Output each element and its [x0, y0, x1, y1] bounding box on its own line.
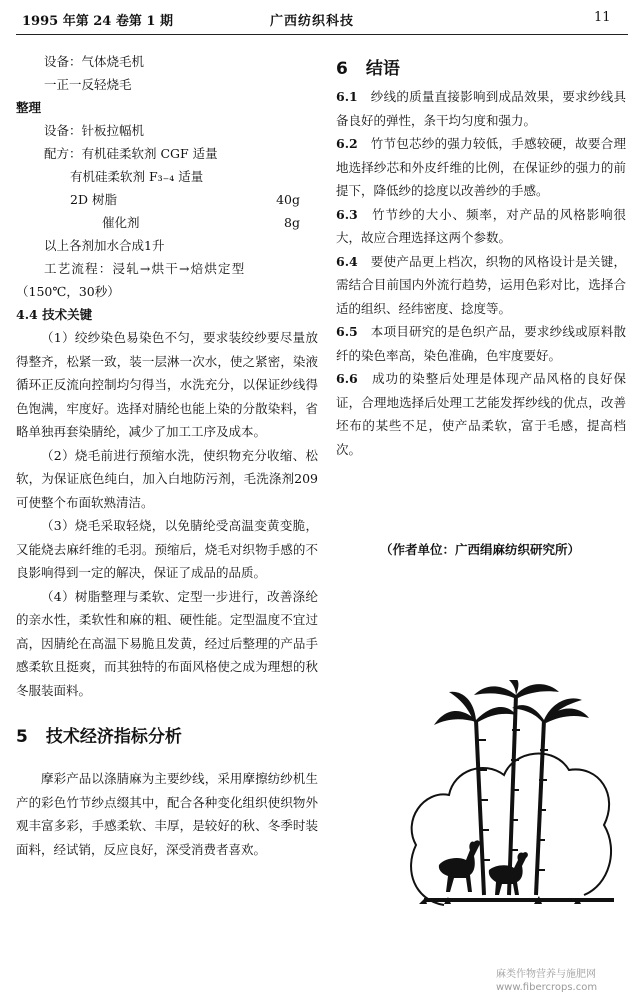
section-title: 技术经济指标分析	[45, 727, 182, 747]
author-affiliation: （作者单位：广西绢麻纺织研究所）	[380, 542, 581, 557]
equipment-line: 设备：针板拉幅机	[44, 123, 145, 138]
recipe-item: 催化剂	[102, 215, 140, 230]
palm-deer-illustration	[404, 680, 624, 915]
item-text: 本项目研究的是色织产品，要求纱线或原料散纤的染色率高，染色准确，色牢度要好。	[336, 324, 626, 363]
deer-figure	[439, 840, 480, 892]
recipe-line	[16, 211, 318, 234]
journal-name: 广西纺织科技	[270, 14, 355, 29]
item-number: 6.6	[336, 371, 358, 386]
process-flow-line: （150℃，30秒）	[16, 284, 120, 299]
paragraph: （1）绞纱染色易染色不匀，要求装绞纱要尽量放得整齐，松紧一致，装一层淋一次水，使之紧密，染液循环正反流向控制均匀得当，水洗充分，以保证纱线得色饱满，牢度好。选择对腈纶也能上染的分散染料，省略单独再套染腈纶，减少了加工工序及成本。	[16, 330, 318, 439]
item-number: 6.3	[336, 206, 358, 222]
conclusion-item	[336, 203, 626, 250]
item-number: 6.1	[336, 89, 358, 104]
item-number: 6.2	[336, 136, 358, 151]
item-text: 竹节包芯纱的强力较低，手感较硬，故要合理地选择纱芯和外皮纤维的比例，在保证纱的强力的前提下，降低纱的捻度以改善纱的手感。	[336, 136, 626, 198]
item-text: 纱线的质量直接影响到成品效果，要求纱线具备良好的弹性，条干均匀度和强力。	[336, 89, 626, 128]
conclusion-item	[336, 85, 626, 132]
singeing-process-line: 一正一反轻烧毛	[44, 77, 132, 92]
recipe-qty: 40g	[276, 192, 300, 207]
issue-info: 1995 年第 24 卷第 1 期	[22, 14, 173, 29]
palm-fronds	[474, 680, 559, 698]
paragraph: （2）烧毛前进行预缩水洗，使织物充分收缩、松软，为保证底色纯白，加入白地防污剂，毛洗涤剂209可使整个布面软熟清洁。	[16, 447, 318, 510]
item-text: 要使产品更上档次，织物的风格设计是关键，需结合目前国内外流行趋势，运用色彩对比，选择合适的组织、经纬密度、捻度等。	[336, 253, 626, 316]
recipe-line	[16, 188, 318, 211]
recipe-item: 2D 树脂	[70, 192, 117, 207]
paragraph: （4）树脂整理与柔软、定型一步进行，改善涤纶的亲水性，柔软性和麻的粗、硬性能。定型温度不宜过高，因腈纶在高温下易脆且发黄，经过后整理的产品手感柔软且挺爽，而其独特的布面风格使之成为理想的秋冬服装面料。	[16, 588, 318, 698]
palm-trunk	[476, 720, 484, 895]
conclusion-item	[336, 132, 626, 203]
recipe-line: 配方：有机硅柔软剂 CGF 适量	[44, 146, 218, 161]
page-header	[0, 0, 640, 36]
palm-trunk	[536, 720, 544, 895]
paragraph: （3）烧毛采取轻烧，以免腈纶受高温变黄变脆，又能烧去麻纤维的毛羽。预缩后，烧毛对织物手感的不良影响得到一定的解决，保证了成品的品质。	[16, 518, 318, 580]
conclusion-item	[336, 250, 626, 321]
watermark-line: 麻类作物营养与施肥网	[496, 969, 596, 980]
finishing-heading: 整理	[16, 100, 42, 115]
conclusion-item	[336, 320, 626, 367]
item-number: 6.4	[336, 253, 358, 269]
section-number: 5	[16, 727, 28, 747]
section-title: 结语	[365, 59, 400, 79]
palm-trunk	[509, 695, 516, 895]
process-flow-line: 工艺流程：浸轧→烘干→焙烘定型	[44, 261, 246, 276]
section-number: 6	[336, 59, 348, 79]
watermark	[496, 968, 597, 994]
section-4-4-heading: 4.4 技术关键	[16, 307, 93, 322]
conclusion-item	[336, 367, 626, 461]
section-6-heading	[336, 54, 626, 79]
palm-fronds	[434, 692, 516, 725]
recipe-qty: 8g	[284, 215, 300, 230]
header-rule	[16, 34, 628, 35]
equipment-line: 设备：气体烧毛机	[44, 54, 145, 69]
item-text: 成功的染整后处理是体现产品风格的良好保证，合理地选择后处理工艺能发挥纱线的优点，改善坯布的某些不足，使产品柔软，富于毛感，提高档次。	[336, 371, 626, 457]
right-column	[336, 50, 626, 461]
watermark-line: www.fibercrops.com	[496, 982, 598, 993]
paragraph: 摩彩产品以涤腈麻为主要纱线，采用摩擦纺纱机生产的彩色竹节纱点缀其中，配合各种变化组织使织物外观丰富多彩，手感柔软、丰厚，是较好的秋、冬季时装面料，经试销，反应良好，深受消费者喜欢。	[16, 771, 318, 857]
left-column	[16, 50, 318, 861]
section-5-heading	[16, 722, 318, 747]
recipe-line: 有机硅柔软剂 F₃₋₄ 适量	[70, 169, 204, 184]
recipe-note: 以上各剂加水合成1升	[44, 238, 165, 253]
ground-strip	[424, 898, 614, 902]
item-text: 竹节纱的大小、频率，对产品的风格影响很大，故应合理选择这两个参数。	[336, 206, 626, 245]
palm-fronds	[512, 698, 589, 723]
page-number: 11	[594, 10, 611, 25]
item-number: 6.5	[336, 324, 358, 339]
